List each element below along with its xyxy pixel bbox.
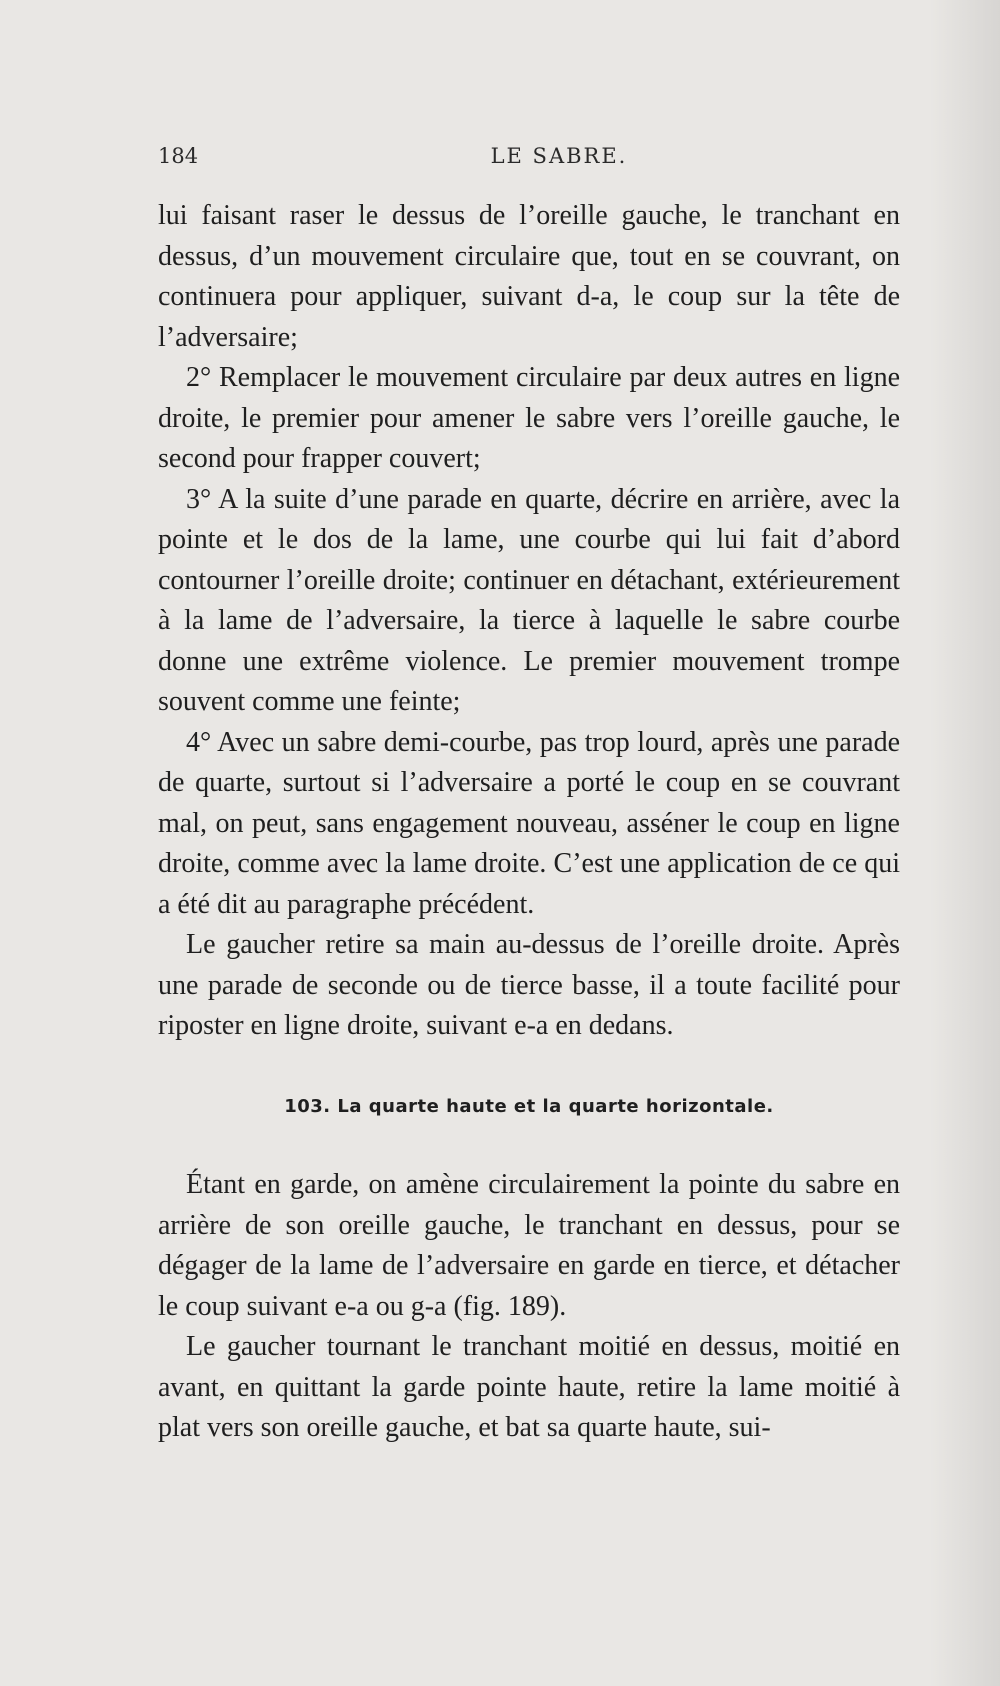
paragraph-gaucher: Le gaucher tournant le tranchant moitié en dessus, moitié en avant, en quittant la garde pointe haute, retire la lame moitié à plat vers son oreille gauche, et bat sa quarte haute, sui- — [158, 1331, 900, 1443]
page-edge-shadow — [930, 0, 1000, 1686]
paragraph-continuation: lui faisant raser le dessus de l’oreille gauche, le tranchant en dessus, d’un mouvement circulaire que, tout en se couvrant, on continuera pour appliquer, suivant d-a, le coup sur la tête de l’adversaire; — [158, 200, 900, 353]
body-text-bottom — [158, 1165, 900, 1449]
paragraph-item-2: 2° Remplacer le mouvement circulaire par deux autres en ligne droite, le premier pour amener le sabre vers l’oreille gauche, le second pour frapper couvert; — [158, 362, 900, 474]
page-number: 184 — [158, 144, 199, 168]
paragraph-item-4: 4° Avec un sabre demi-courbe, pas trop lourd, après une parade de quarte, surtout si l’adversaire a porté le coup en se couvrant mal, on peut, sans engagement nouveau, asséner le coup en ligne droite, comme avec la lame droite. C’est une application de ce qui a été dit au paragraphe précédent. — [158, 726, 900, 920]
body-text-top — [158, 196, 900, 1047]
running-title: LE SABRE. — [490, 144, 628, 168]
paragraph-item-3: 3° A la suite d’une parade en quarte, décrire en arrière, avec la pointe et le dos de la lame, une courbe qui lui fait d’abord contourner l’oreille droite; continuer en détachant, extérieurement à la lame de l’adversaire, la tierce à laquelle le sabre courbe donne une extrême violence. Le premier mouvement trompe souvent comme une feinte; — [158, 483, 900, 717]
section-heading: 103. La quarte haute et la quarte horizontale. — [284, 1096, 774, 1117]
paragraph-en-garde: Étant en garde, on amène circulairement la pointe du sabre en arrière de son oreille gauche, le tranchant en dessus, pour se dégager de la lame de l’adversaire en garde en tierce, et détacher le coup suivant e-a ou g-a (fig. 189). — [158, 1169, 900, 1322]
paragraph-left-handed: Le gaucher retire sa main au-dessus de l’oreille droite. Après une parade de seconde ou de tierce basse, il a toute facilité pour riposter en ligne droite, suivant e-a en dedans. — [158, 929, 900, 1041]
running-head — [158, 144, 900, 176]
